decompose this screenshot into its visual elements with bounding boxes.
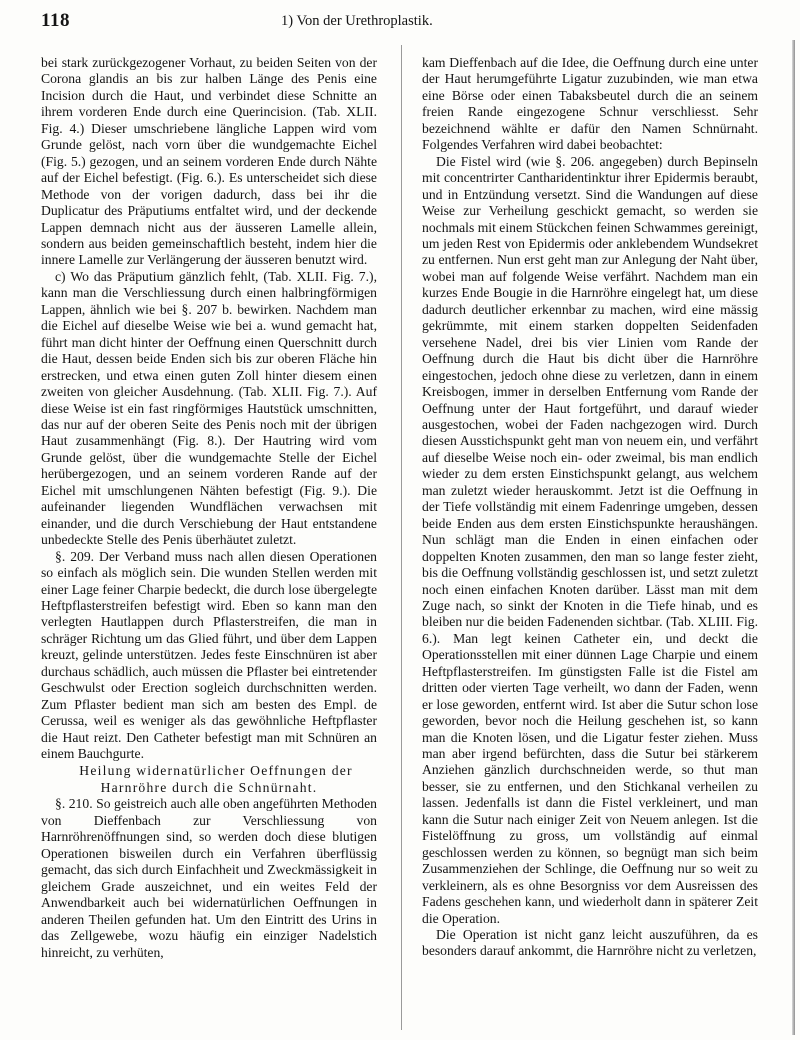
paragraph: §. 210. So geistreich auch alle oben angeführten Methoden von Dieffenbach zur Verschliessung von Harnröhrenöffnungen sind, so werden doch diese blutigen Operationen bisweilen durch ein Verfahren überflüssig gemacht, das sich durch Einfachheit und Zweckmässigkeit in gleichem Grade auszeichnet, und ein weites Feld der Anwendbarkeit auch bei widernatürlichen Oeffnungen in anderen Theilen gefunden hat. Um den Eintritt des Urins in das Zellgewebe, wozu häufig ein einziger Nadelstich hinreicht, zu verhüten,	[41, 796, 377, 960]
page-header	[41, 10, 757, 38]
paragraph: kam Dieffenbach auf die Idee, die Oeffnung durch eine unter der Haut herumgeführte Ligatur zuzubinden, wie man etwa eine Börse oder einen Tabaksbeutel durch die an seinem freien Rande eingezogene Schnur verschliesst. Sehr bezeichnend wählte er dafür den Namen Schnürnaht. Folgendes Verfahren wird dabei beobachtet:	[422, 55, 758, 153]
column-divider	[401, 45, 402, 1030]
paragraph: c) Wo das Präputium gänzlich fehlt, (Tab. XLII. Fig. 7.), kann man die Verschliessung durch einen halbringförmigen Lappen, ähnlich wie bei §. 207 b. bewirken. Nachdem man die Eichel auf dieselbe Weise wie bei a. wund gemacht hat, führt man dicht hinter der Oeffnung einen Querschnitt durch die Haut, dessen beide Enden sich bis zur oberen Fläche hin erstrecken, und etwa einen guten Zoll hinter diesem einen zweiten von gleicher Ausdehnung. (Tab. XLII. Fig. 7.). Auf diese Weise ist ein fast ringförmiges Hautstück umschnitten, das nur auf der oberen Seite des Penis noch mit der übrigen Haut zusammenhängt (Fig. 8.). Der Hautring wird vom Grunde gelöst, über die wundgemachte Stelle der Eichel herübergezogen, und an seinem vorderen Rande auf der Eichel mit umschlungenen Nähten befestigt (Fig. 9.). Die aufeinander liegenden Wundflächen verwachsen mit einander, und die durch Verschiebung der Haut entstandene unbedeckte Stelle des Penis überhäutet zuletzt.	[41, 268, 377, 548]
section-heading: Heilung widernatürlicher Oeffnungen der Harnröhre durch die Schnürnaht.	[79, 763, 353, 796]
paragraph: Die Operation ist nicht ganz leicht auszuführen, da es besonders darauf ankommt, die Harnröhre nicht zu verletzen,	[422, 927, 758, 959]
paragraph: §. 209. Der Verband muss nach allen diesen Operationen so einfach als möglich sein. Die wunden Stellen werden mit einer Lage feiner Charpie bedeckt, die durch lose übergelegte Heftpflasterstreifen befestigt wird. Eben so kann man den verlegten Hautlappen durch Pflasterstreifen, die man in schräger Richtung um das Glied führt, und über dem Lappen kreuzt, gelinde unterstützen. Jedes feste Einschnüren ist aber durchaus schädlich, auch müssen die Pflaster bei eintretender Geschwulst oder Erection sogleich durchschnitten werden. Zum Pflaster bedient man sich am besten des Empl. de Cerussa, weil es weniger als das gewöhnliche Heftpflaster die Haut reizt. Den Catheter befestigt man mit Schnüren an einem Bauchgurte.	[41, 548, 377, 762]
page-number: 118	[41, 10, 70, 31]
page-edge-shadow	[792, 40, 795, 1035]
running-head: 1) Von der Urethroplastik.	[281, 13, 433, 29]
left-column	[41, 55, 377, 961]
right-column	[422, 55, 758, 960]
paragraph: bei stark zurückgezogener Vorhaut, zu beiden Seiten von der Corona glandis an bis zur halben Länge des Penis eine Incision durch die Haut, und verbindet diese Schnitte an ihrem vorderen Ende durch eine Querincision. (Tab. XLII. Fig. 4.) Dieser umschriebene längliche Lappen wird vom Grunde gelöst, nach vorn über die wundgemachte Eichel (Fig. 5.) gezogen, und an seinem vorderen Ende durch Nähte auf der Eichel befestigt. (Fig. 6.). Es unterscheidet sich diese Methode von der vorigen dadurch, dass bei ihr die Duplicatur des Präputiums entfaltet wird, und der deckende Lappen demnach nicht aus der äusseren Lamelle allein, sondern aus beiden gemeinschaftlich besteht, indem hier die innere Lamelle zur Verlängerung der äusseren benutzt wird.	[41, 55, 377, 268]
paragraph: Die Fistel wird (wie §. 206. angegeben) durch Bepinseln mit concentrirter Cantharidentinktur ihrer Epidermis beraubt, und in Entzündung versetzt. Sind die Wandungen auf diese Weise zur Verheilung geschickt gemacht, so werden sie nochmals mit einem Stückchen feinen Schwammes gereinigt, um jeden Rest von Epidermis oder anklebendem Wundsekret zu entfernen. Nun erst geht man zur Anlegung der Naht über, wobei man auf folgende Weise verfährt. Nachdem man ein kurzes Ende Bougie in die Harnröhre eingelegt hat, um diese dadurch deutlicher erkennbar zu machen, wird eine mässig gekrümmte, mit einem starken doppelten Seidenfaden versehene Nadel, drei bis vier Linien vom Rande der Oeffnung durch die Haut bis dicht über die Harnröhre eingestochen, jedoch ohne diese zu verletzen, dann in einem Kreisbogen, immer in derselben Entfernung vom Rande der Oeffnung unter der Haut fortgeführt, und darauf wieder ausgestochen, wobei der Faden nachgezogen wird. Durch diesen Ausstichspunkt geht man von neuem ein, und verfährt auf dieselbe Weise noch ein- oder zweimal, bis man endlich wieder zu dem ersten Einstichspunkt gelangt, aus welchem man zuletzt wieder herauskommt. Jetzt ist die Oeffnung in der Tiefe vollständig mit einem Fadenringe umgeben, dessen beide Enden aus dem ersten Einstichspunkte heraushängen. Nun schlägt man die Enden in einen einfachen oder doppelten Knoten zusammen, den man so lange fester zieht, bis die Oeffnung vollständig geschlossen ist, und setzt zuletzt noch einen einfachen Knoten darüber. Lässt man mit dem Zuge nach, so sinkt der Knoten in die Tiefe hinab, und es bleiben nur die beiden Fadenenden sichtbar. (Tab. XLIII. Fig. 6.). Man legt keinen Catheter ein, und deckt die Operationsstellen mit einer dünnen Lage Charpie und einem Heftpflasterstreifen. Im günstigsten Falle ist die Fistel am dritten oder vierten Tage verheilt, wo dann der Faden, wenn er lose geworden, entfernt wird. Ist aber die Sutur schon lose geworden, bevor noch die Heilung geschehen ist, so kann man die Knoten lösen, und die Ligatur fester ziehen. Muss man aber irgend befürchten, dass die Sutur bei stärkerem Anziehen gänzlich durchschneiden werde, so thut man besser, sie zu entfernen, und den Stichkanal verheilen zu lassen. Jedenfalls ist dann die Fistel verkleinert, und man kann die Sutur nach einiger Zeit von Neuem anlegen. Ist die Fistelöffnung zu gross, um vollständig auf einmal geschlossen werden zu können, so begnügt man sich beim Zusammenziehen der Schlinge, die Oeffnung nur so weit zu verkleinern, als es ohne Besorgniss vor dem Ausreissen des Fadens geschehen kann, und wiederholt dann in späterer Zeit die Operation.	[422, 153, 759, 926]
